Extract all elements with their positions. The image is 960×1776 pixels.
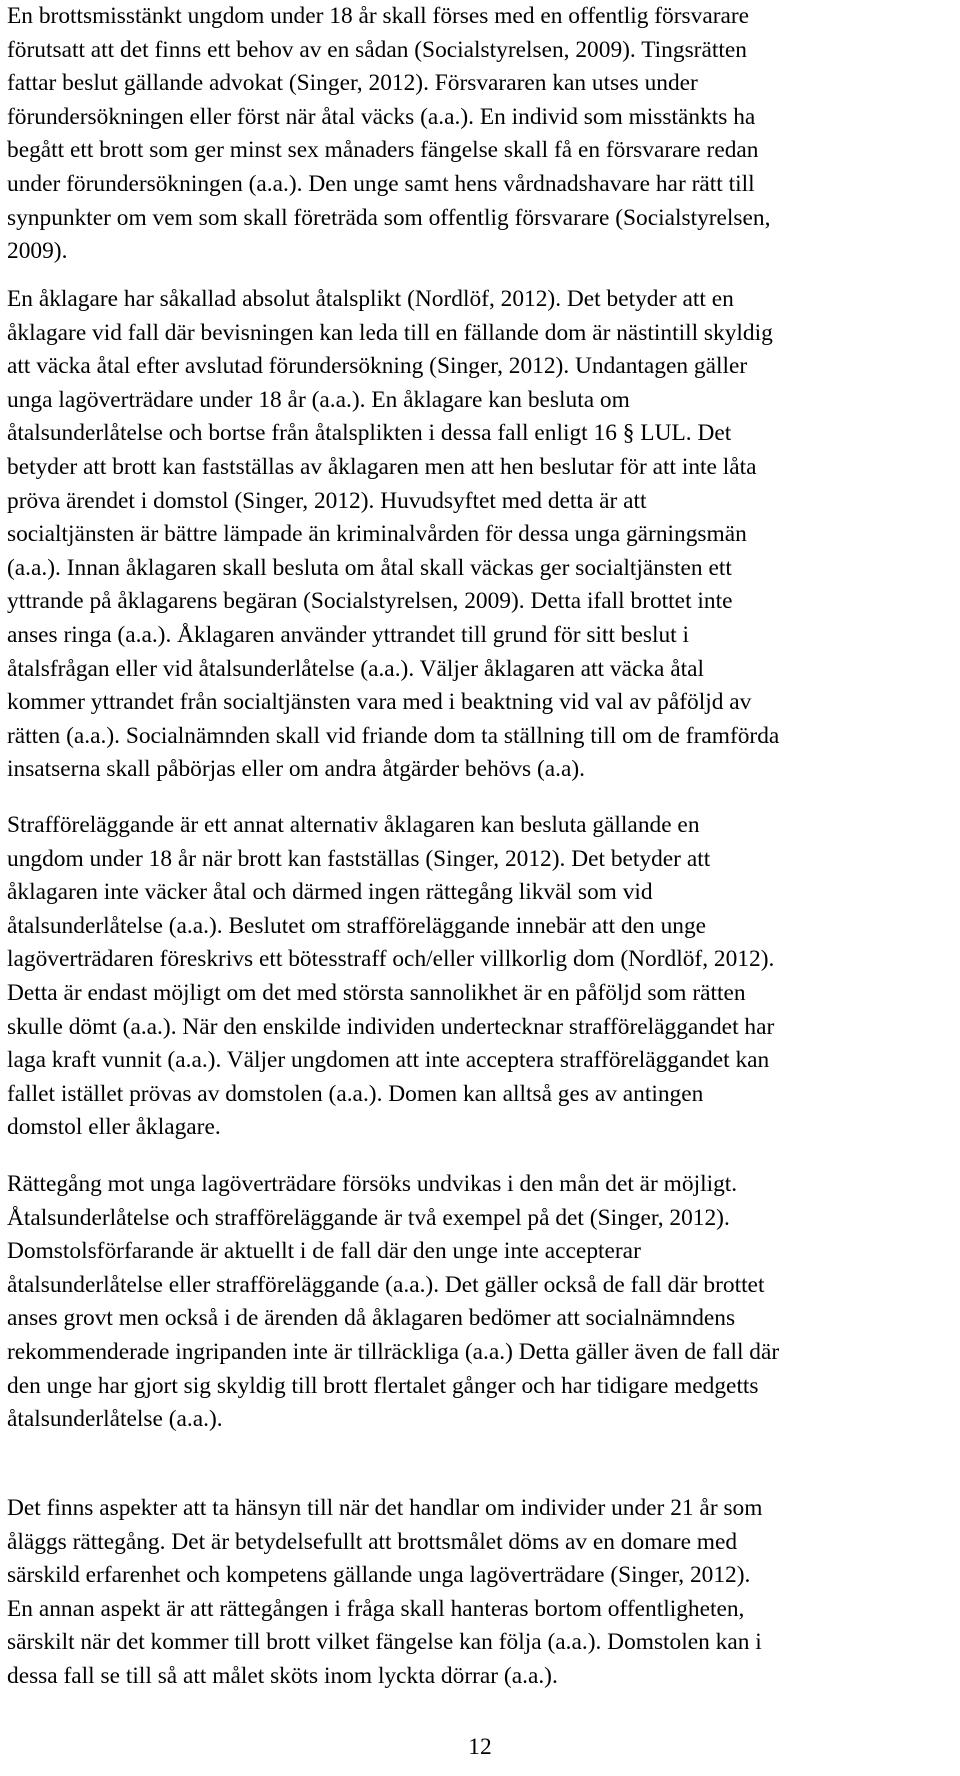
text-line: (a.a.). Innan åklagaren skall besluta om åtal skall väckas ger socialtjänsten ett xyxy=(7,554,732,581)
text-line: åtalsunderlåtelse eller strafföreläggande (a.a.). Det gäller också de fall där brottet xyxy=(7,1271,765,1298)
text-line: lagöverträdaren föreskrivs ett bötesstraff och/eller villkorlig dom (Nordlöf, 2012). xyxy=(7,946,775,973)
text-line: laga kraft vunnit (a.a.). Väljer ungdomen att inte acceptera strafföreläggandet kan xyxy=(7,1047,770,1074)
text-line: åtalsunderlåtelse (a.a.). xyxy=(7,1406,223,1433)
text-line: En åklagare har såkallad absolut åtalsplikt (Nordlöf, 2012). Det betyder att en xyxy=(7,286,734,312)
text-line: förutsatt att det finns ett behov av en sådan (Socialstyrelsen, 2009). Tingsrätten xyxy=(7,36,747,63)
text-line: åklagaren inte väcker åtal och därmed ingen rättegång likväl som vid xyxy=(7,879,653,906)
text-line: Rättegång mot unga lagöverträdare försöks undvikas i den mån det är möjligt. xyxy=(7,1171,738,1197)
text-line: åklagare vid fall där bevisningen kan leda till en fällande dom är nästintill skyldig xyxy=(7,319,773,346)
text-line: anses grovt men också i de ärenden då åklagaren bedömer att socialnämndens xyxy=(7,1305,736,1332)
paragraph-rattegang xyxy=(7,1168,779,1437)
text-line: fallet istället prövas av domstolen (a.a.). Domen kan alltså ges av antingen xyxy=(7,1080,704,1107)
text-line: förundersökningen eller först när åtal väcks (a.a.). En individ som misstänkts ha xyxy=(7,103,756,130)
page-number: 12 xyxy=(468,1734,492,1760)
text-line: åtalsunderlåtelse och bortse från åtalsplikten i dessa fall enligt 16 § LUL. Det xyxy=(7,420,732,447)
text-line: rätten (a.a.). Socialnämnden skall vid friande dom ta ställning till om de framförda xyxy=(7,722,780,749)
text-line: yttrande på åklagarens begäran (Socialstyrelsen, 2009). Detta ifall brottet inte xyxy=(7,588,733,615)
text-line: åläggs rättegång. Det är betydelsefullt att brottsmålet döms av en domare med xyxy=(7,1528,738,1555)
text-line: begått ett brott som ger minst sex månaders fängelse skall få en försvarare redan xyxy=(7,137,759,164)
text-line: den unge har gjort sig skyldig till brott flertalet gånger och har tidigare medgetts xyxy=(7,1372,759,1399)
text-line: åtalsfrågan eller vid åtalsunderlåtelse (a.a.). Väljer åklagaren att väcka åtal xyxy=(7,655,705,682)
text-line: betyder att brott kan fastställas av åklagaren men att hen beslutar för att inte låta xyxy=(7,453,757,480)
text-line: En brottsmisstänkt ungdom under 18 år skall förses med en offentlig försvarare xyxy=(7,3,750,29)
text-line: anses ringa (a.a.). Åklagaren använder yttrandet till grund för sitt beslut i xyxy=(7,621,690,648)
text-line: ungdom under 18 år när brott kan fastställas (Singer, 2012). Det betyder att xyxy=(7,845,711,872)
text-line: insatserna skall påbörjas eller om andra åtgärder behövs (a.a). xyxy=(7,756,586,783)
text-line: särskild erfarenhet och kompetens gällande unga lagöverträdare (Singer, 2012). xyxy=(7,1562,751,1589)
text-line: Detta är endast möjligt om det med största sannolikhet är en påföljd som rätten xyxy=(7,979,746,1006)
text-line: Åtalsunderlåtelse och strafföreläggande är två exempel på det (Singer, 2012). xyxy=(7,1204,730,1231)
text-line: 2009). xyxy=(7,238,68,265)
text-line: domstol eller åklagare. xyxy=(7,1114,221,1141)
paragraph-offentlig-forsvarare xyxy=(7,0,770,269)
text-line: under förundersökningen (a.a.). Den unge samt hens vårdnadshavare har rätt till xyxy=(7,170,755,197)
text-line: synpunkter om vem som skall företräda som offentlig försvarare (Socialstyrelsen, xyxy=(7,204,771,231)
paragraph-atalsplikt xyxy=(7,283,779,787)
text-line: Det finns aspekter att ta hänsyn till när det handlar om individer under 21 år som xyxy=(7,1495,763,1521)
text-line: kommer yttrandet från socialtjänsten vara med i beaktning vid val av påföljd av xyxy=(7,689,752,716)
text-line: pröva ärendet i domstol (Singer, 2012). Huvudsyftet med detta är att xyxy=(7,487,647,514)
paragraph-aspekter xyxy=(7,1492,762,1694)
text-line: fattar beslut gällande advokat (Singer, 2012). Försvararen kan utses under xyxy=(7,70,698,97)
text-line: åtalsunderlåtelse (a.a.). Beslutet om strafföreläggande innebär att den unge xyxy=(7,912,707,939)
text-line: särskilt när det kommer till brott vilket fängelse kan följa (a.a.). Domstolen kan i xyxy=(7,1629,762,1656)
paragraph-strafforelaggande xyxy=(7,809,774,1145)
text-line: En annan aspekt är att rättegången i fråga skall hanteras bortom offentligheten, xyxy=(7,1595,745,1622)
text-line: Strafföreläggande är ett annat alternativ åklagaren kan besluta gällande en xyxy=(7,812,700,838)
text-line: att väcka åtal efter avslutad förundersökning (Singer, 2012). Undantagen gäller xyxy=(7,353,748,380)
text-line: dessa fall se till så att målet sköts inom lyckta dörrar (a.a.). xyxy=(7,1662,558,1689)
text-line: unga lagöverträdare under 18 år (a.a.). En åklagare kan besluta om xyxy=(7,386,630,413)
text-line: Domstolsförfarande är aktuellt i de fall där den unge inte accepterar xyxy=(7,1238,641,1265)
text-line: rekommenderade ingripanden inte är tillräckliga (a.a.) Detta gäller även de fall där xyxy=(7,1338,780,1365)
text-line: socialtjänsten är bättre lämpade än kriminalvården för dessa unga gärningsmän xyxy=(7,521,747,548)
text-line: skulle dömt (a.a.). När den enskilde individen undertecknar strafföreläggandet har xyxy=(7,1013,775,1040)
